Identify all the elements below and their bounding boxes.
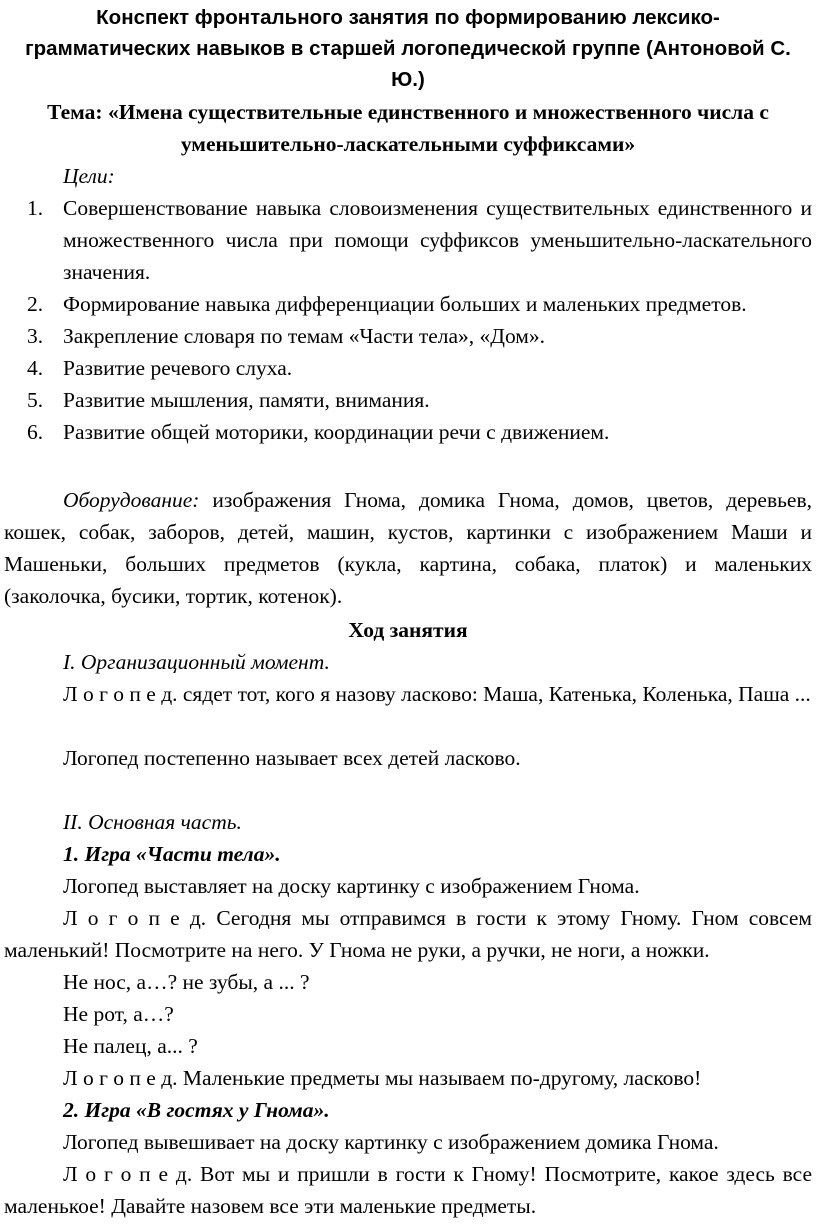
game1-line: Не нос, а…? не зубы, а ... ? [63,970,310,994]
list-item [0,384,816,416]
list-item-number: 1. [27,196,44,220]
course-heading: Ход занятия [348,618,468,642]
speech-text: . сядет тот, кого я назову ласково: Маша, Катенька, Коленька, Паша ... [172,682,811,706]
equipment-label: Оборудование: [63,488,200,512]
list-item [0,352,816,384]
list-item [0,416,816,448]
speech-text: . Вот мы и пришли в гости к Гному! Посмотрите, какое здесь все маленькое! Давайте назовем все эти маленькие предметы. [4,1162,812,1218]
list-item-number: 3. [27,324,44,348]
game1-intro: Логопед выставляет на доску картинку с изображением Гнома. [63,874,640,898]
game1-speech [4,902,812,966]
list-item-text: Формирование навыка дифференциации больших и маленьких предметов. [63,292,747,316]
speaker-label: Л о г о п е д [63,1162,187,1186]
game1-line: Не палец, а... ? [63,1034,198,1058]
game2-intro: Логопед вывешивает на доску картинку с изображением домика Гнома. [63,1130,719,1154]
game1-line: Не рот, а…? [63,1002,174,1026]
list-item-text: Развитие общей моторики, координации речи с движением. [63,420,610,444]
list-item-text: Совершенствование навыка словоизменения существительных единственного и множественного числа при помощи суффиксов уменьшительно-ласкательного значения. [63,196,812,284]
list-item-text: Развитие речевого слуха. [63,356,293,380]
speech-text: . Сегодня мы отправимся в гости к этому Гному. Гном совсем маленький! Посмотрите на него. У Гнома не руки, а ручки, не ноги, а ножки. [4,906,812,962]
game2-speech [4,1158,812,1222]
goals-list [0,192,816,448]
section2-heading: II. Основная часть. [63,810,242,834]
speaker-label: Л о г о п е д [63,682,173,706]
list-item [0,288,816,320]
equipment-text: изображения Гнома, домика Гнома, домов, цветов, деревьев, кошек, собак, заборов, детей, машин, кустов, картинки с изображением Маши и Машеньки, больших предметов (кукла, картина, собака, платок) и маленьких (заколочка, бусики, тортик, котенок). [4,488,812,608]
list-item-text: Закрепление словаря по темам «Части тела», «Дом». [63,324,546,348]
speech-text: . Маленькие предметы мы называем по-другому, ласково! [172,1066,702,1090]
section1-speech [4,678,812,710]
game2-title: 2. Игра «В гостях у Гнома». [63,1098,330,1122]
game1-speech2 [63,1062,701,1094]
section1-heading: I. Организационный момент. [63,650,330,674]
lesson-topic: Тема: «Имена существительные единственного и множественного числа с уменьшительно-ласкательными суффиксами» [47,100,769,156]
game1-title: 1. Игра «Части тела». [63,842,281,866]
equipment-paragraph [4,484,812,612]
goals-label: Цели: [63,164,115,188]
list-item-number: 5. [27,388,44,412]
speaker-label: Л о г о п е д [63,906,201,930]
list-item-number: 4. [27,356,44,380]
list-item [0,320,816,352]
list-item-number: 2. [27,292,44,316]
speaker-label: Л о г о п е д [63,1066,173,1090]
list-item-text: Развитие мышления, памяти, внимания. [63,388,430,412]
list-item-number: 6. [27,420,44,444]
list-item [0,192,816,288]
section1-note: Логопед постепенно называет всех детей ласково. [63,746,521,770]
document-title: Конспект фронтального занятия по формированию лексико-грамматических навыков в старшей логопедической группе (Антоновой С. Ю.) [25,6,791,91]
